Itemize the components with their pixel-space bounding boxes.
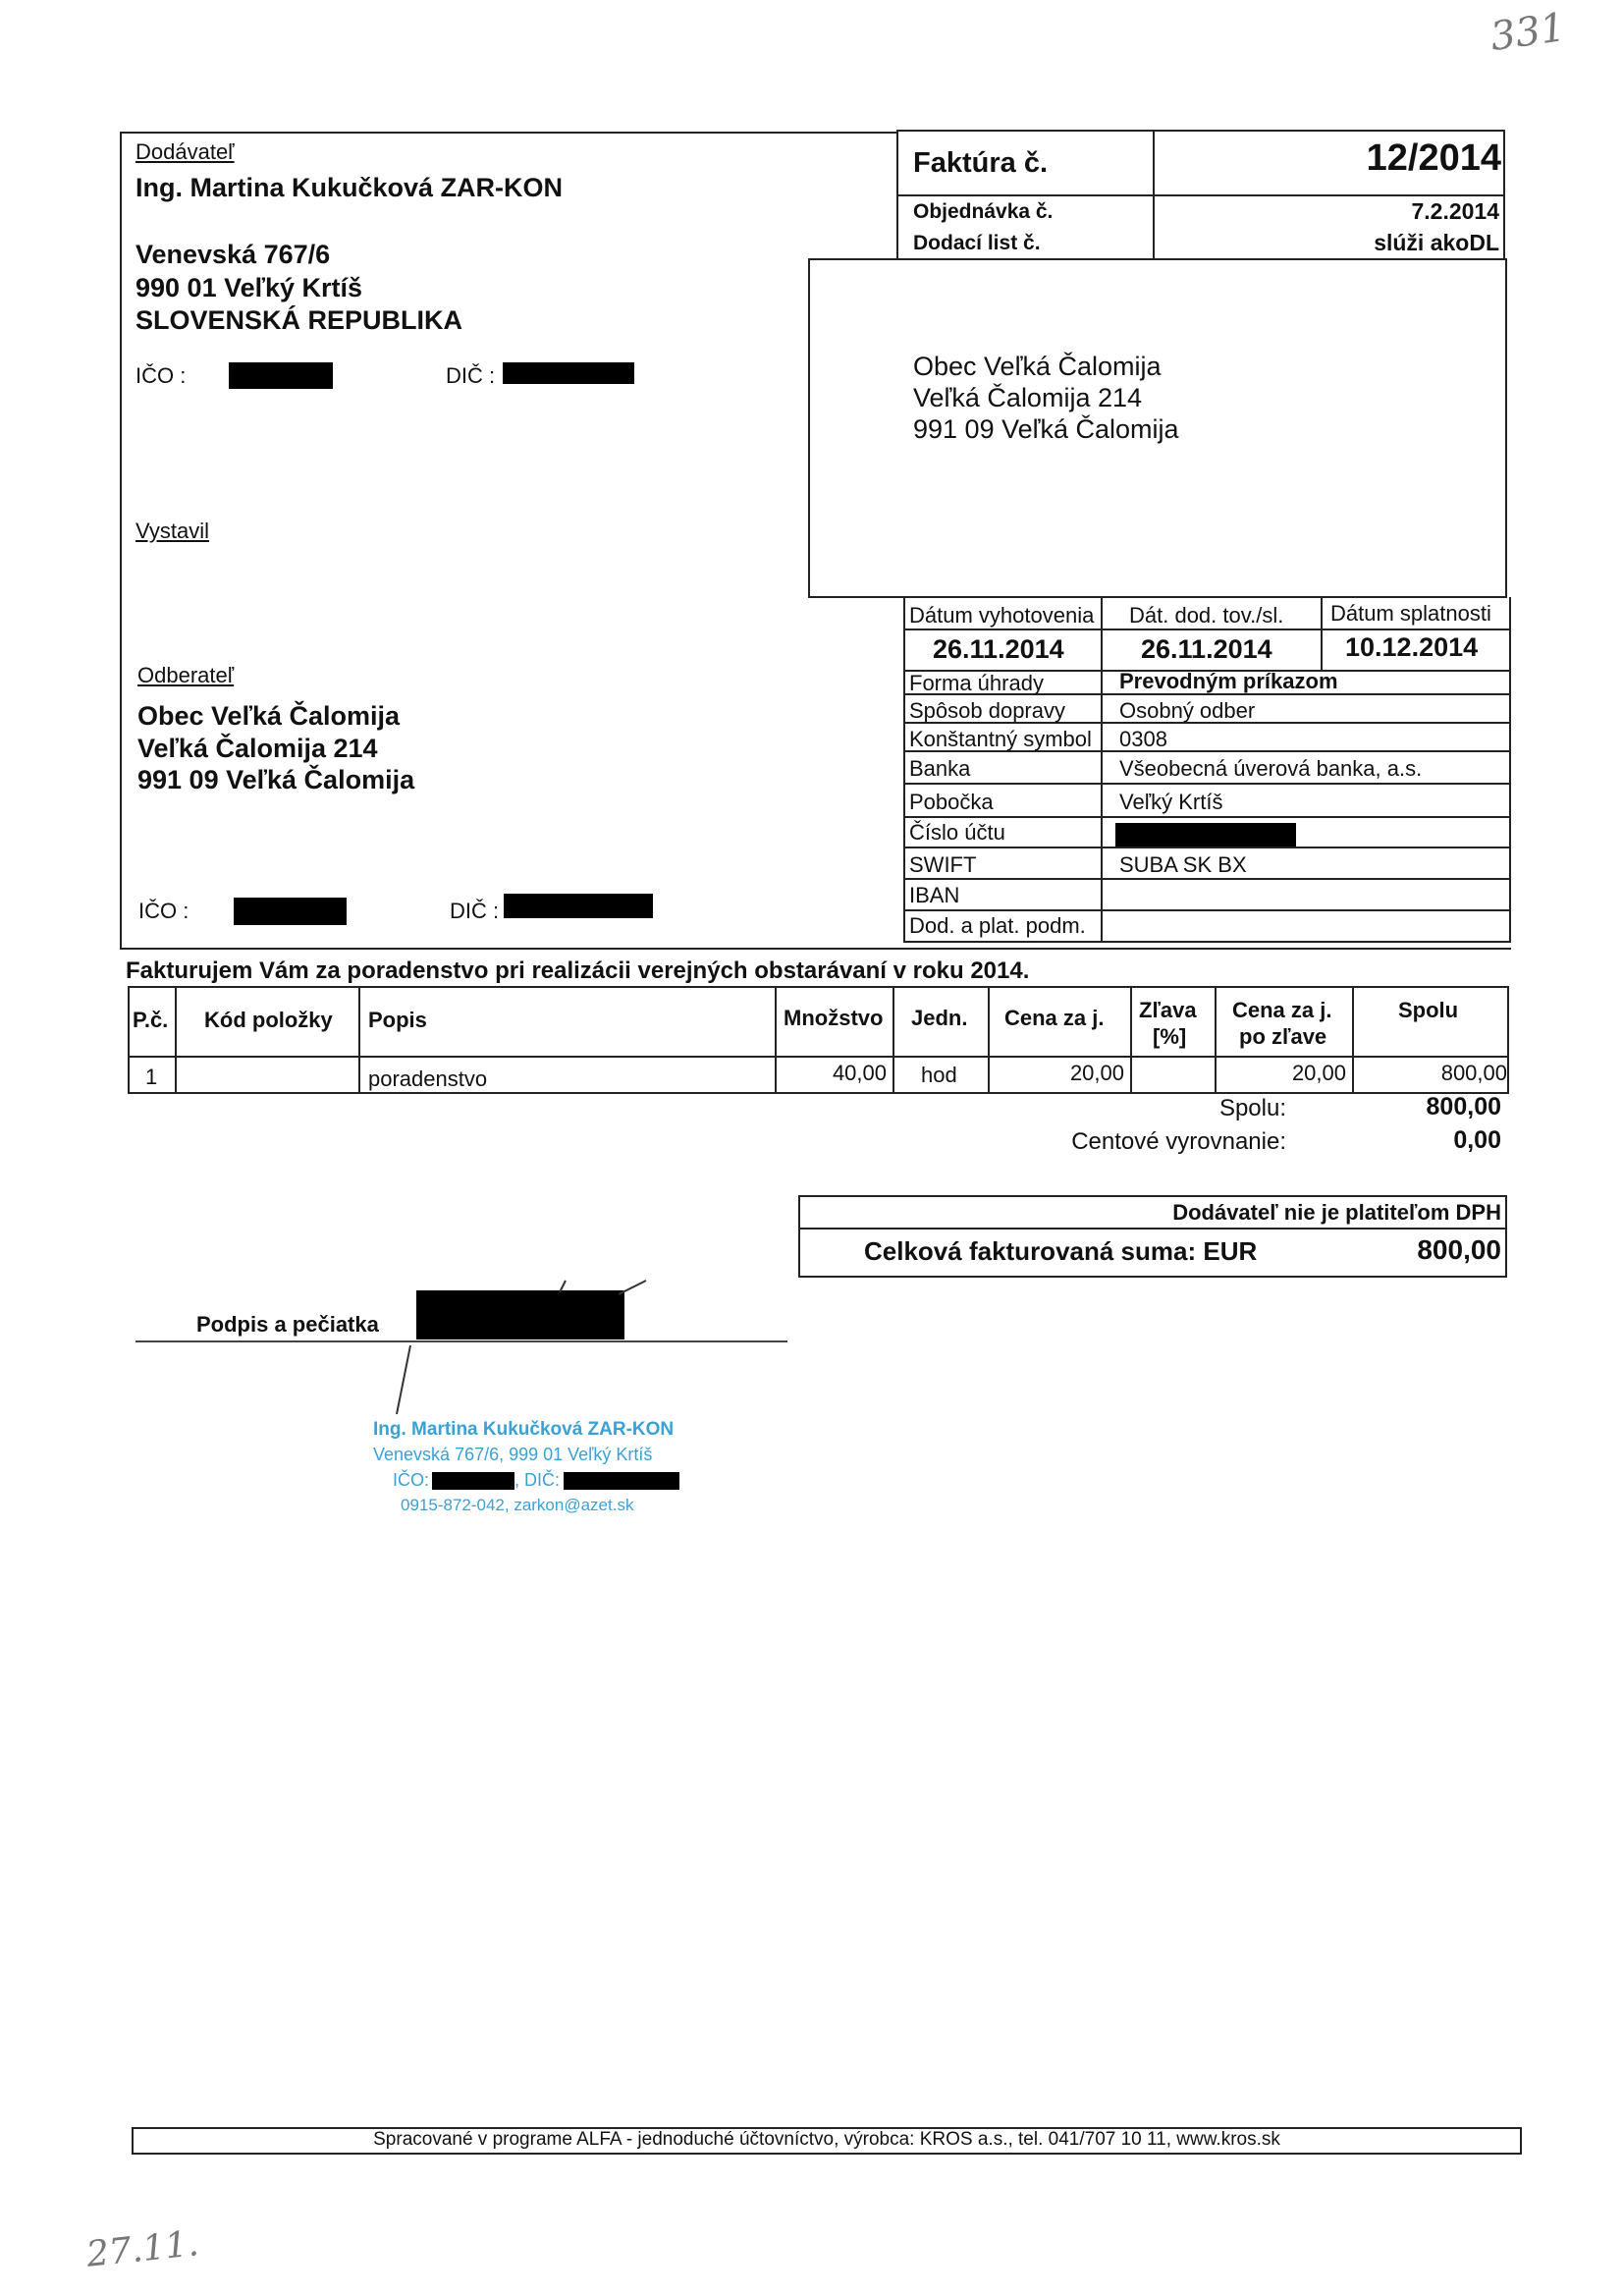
detail-value-transport: Osobný odber (1119, 698, 1256, 723)
sum-value: 800,00 (1426, 1093, 1501, 1121)
dates-header-sep (903, 629, 1511, 630)
invoice-box-sep (896, 194, 1505, 196)
detail-value-payment: Prevodným príkazom (1119, 669, 1338, 693)
footer-text: Spracované v programe ALFA - jednoduché účtovníctvo, výrobca: KROS a.s., tel. 041/707 10 11, www.kros.sk (373, 2129, 1280, 2150)
detail-label-branch: Pobočka (909, 790, 994, 814)
col-header-after-discount: Cena za j. (1232, 998, 1332, 1022)
recipient-line-1: Obec Veľká Čalomija (913, 352, 1162, 381)
delivery-note-label: Dodací list č. (913, 232, 1041, 254)
rounding-value: 0,00 (1453, 1126, 1501, 1154)
invoice-number: 12/2014 (1366, 137, 1501, 179)
order-label: Objednávka č. (913, 200, 1054, 223)
delivery-note-value: slúži akoDL (1374, 230, 1499, 255)
col-header-discount-unit: [%] (1153, 1024, 1187, 1049)
delivery-date-label: Dát. dod. tov./sl. (1129, 603, 1284, 628)
signature-label: Podpis a pečiatka (196, 1312, 379, 1337)
supplier-street: Venevská 767/6 (135, 240, 331, 269)
row-1-pc: 1 (145, 1065, 158, 1089)
row-1-after-discount: 20,00 (1291, 1061, 1346, 1085)
stamp-dic-label: , DIČ: (514, 1470, 561, 1490)
col-header-qty: Množstvo (784, 1006, 884, 1030)
col-header-discount: Zľava (1139, 998, 1197, 1022)
customer-ico-label: IČO : (138, 899, 189, 923)
stamp-ico-redacted (432, 1472, 514, 1490)
detail-sep-9 (903, 941, 1511, 943)
stamp-ico-label: IČO: (393, 1470, 430, 1490)
col-header-pc: P.č. (133, 1008, 169, 1032)
col-sep-1 (175, 986, 177, 1094)
detail-label-terms: Dod. a plat. podm. (909, 913, 1086, 938)
detail-sep-6 (903, 847, 1511, 848)
due-date-label: Dátum splatnosti (1330, 601, 1491, 626)
col-sep-6 (1130, 986, 1132, 1094)
sum-label: Spolu: (1218, 1095, 1286, 1121)
invoice-box-top (896, 130, 1505, 132)
stamp-dic-redacted (564, 1472, 679, 1490)
detail-label-payment: Forma úhrady (909, 671, 1044, 695)
row-1-unit: hod (921, 1063, 957, 1087)
invoice-title: Faktúra č. (913, 147, 1048, 179)
detail-label-transport: Spôsob dopravy (909, 698, 1065, 723)
details-left-border (903, 597, 905, 943)
header-block-bottom (120, 948, 1511, 950)
detail-label-constant-symbol: Konštantný symbol (909, 727, 1092, 751)
details-col-sep (1101, 597, 1103, 943)
detail-label-account: Číslo účtu (909, 820, 1005, 845)
detail-sep-4 (903, 783, 1511, 785)
supplier-ico-label: IČO : (135, 363, 187, 388)
issue-date-value: 26.11.2014 (933, 634, 1064, 664)
stamp-line-1: Ing. Martina Kukučková ZAR-KON (373, 1419, 675, 1440)
col-header-unit: Jedn. (911, 1006, 968, 1030)
col-header-code: Kód položky (204, 1008, 333, 1032)
intro-text: Fakturujem Vám za poradenstvo pri realizácii verejných obstarávaní v roku 2014. (126, 957, 1030, 984)
due-date-value: 10.12.2014 (1345, 632, 1479, 662)
customer-dic-label: DIČ : (450, 899, 500, 923)
border-top-left (120, 132, 897, 134)
supplier-dic-redacted (503, 362, 634, 384)
detail-value-bank: Všeobecná úverová banka, a.s. (1119, 756, 1423, 781)
col-header-total: Spolu (1398, 998, 1459, 1022)
customer-ico-redacted (234, 898, 347, 925)
col-header-after-discount-2: po zľave (1239, 1024, 1327, 1049)
account-number-redacted (1115, 823, 1296, 847)
details-right-border (1509, 597, 1511, 943)
detail-sep-5 (903, 816, 1511, 818)
col-sep-2 (358, 986, 360, 1094)
row-1-desc: poradenstvo (368, 1066, 488, 1091)
grand-total-sep (798, 1228, 1507, 1230)
detail-value-swift: SUBA SK BX (1119, 852, 1247, 877)
supplier-dic-label: DIČ : (446, 363, 496, 388)
order-value: 7.2.2014 (1411, 198, 1499, 224)
vat-note: Dodávateľ nie je platiteľom DPH (1172, 1200, 1501, 1225)
customer-line-1: Obec Veľká Čalomija (137, 701, 401, 731)
stamp-line-4: 0915-872-042, zarkon@azet.sk (401, 1496, 634, 1514)
recipient-line-2: Veľká Čalomija 214 (913, 383, 1143, 412)
col-sep-3 (775, 986, 777, 1094)
row-1-total: 800,00 (1440, 1061, 1507, 1085)
recipient-line-3: 991 09 Veľká Čalomija (913, 414, 1179, 444)
handwritten-page-number: 331 (1488, 4, 1569, 61)
supplier-ico-redacted (229, 362, 333, 389)
customer-heading: Odberateľ (137, 663, 235, 687)
col-header-desc: Popis (368, 1008, 427, 1032)
customer-dic-redacted (504, 894, 653, 918)
detail-value-constant-symbol: 0308 (1119, 727, 1167, 751)
handwritten-bottom-note: 27.11. (84, 2223, 201, 2275)
row-1-qty: 40,00 (832, 1061, 887, 1085)
customer-line-3: 991 09 Veľká Čalomija (137, 765, 415, 794)
detail-label-swift: SWIFT (909, 852, 977, 877)
issued-by-heading: Vystavil (135, 519, 209, 543)
col-sep-8 (1352, 986, 1354, 1094)
col-sep-4 (893, 986, 894, 1094)
supplier-heading: Dodávateľ (135, 139, 235, 164)
detail-label-bank: Banka (909, 756, 971, 781)
grand-total-label: Celková fakturovaná suma: EUR (864, 1236, 1258, 1266)
grand-total-value: 800,00 (1417, 1234, 1501, 1265)
detail-label-iban: IBAN (909, 883, 960, 907)
row-1-price: 20,00 (1069, 1061, 1124, 1085)
supplier-city: 990 01 Veľký Krtíš (135, 273, 363, 302)
rounding-label: Centové vyrovnanie: (1071, 1128, 1286, 1155)
border-left (120, 132, 122, 949)
items-header-sep (128, 1056, 1509, 1058)
signature-stroke-icon (373, 1277, 668, 1434)
issue-date-label: Dátum vyhotovenia (909, 603, 1095, 628)
col-sep-7 (1215, 986, 1217, 1094)
detail-sep-8 (903, 909, 1511, 911)
col-header-price: Cena za j. (1004, 1006, 1105, 1030)
delivery-date-value: 26.11.2014 (1141, 634, 1272, 664)
detail-sep-7 (903, 878, 1511, 880)
stamp-line-2: Venevská 767/6, 999 01 Veľký Krtíš (373, 1445, 653, 1464)
detail-value-branch: Veľký Krtíš (1119, 790, 1223, 814)
dates-col-sep (1321, 597, 1323, 672)
supplier-name: Ing. Martina Kukučková ZAR-KON (135, 173, 564, 202)
customer-line-2: Veľká Čalomija 214 (137, 734, 378, 763)
col-sep-5 (988, 986, 990, 1094)
supplier-country: SLOVENSKÁ REPUBLIKA (135, 305, 463, 335)
